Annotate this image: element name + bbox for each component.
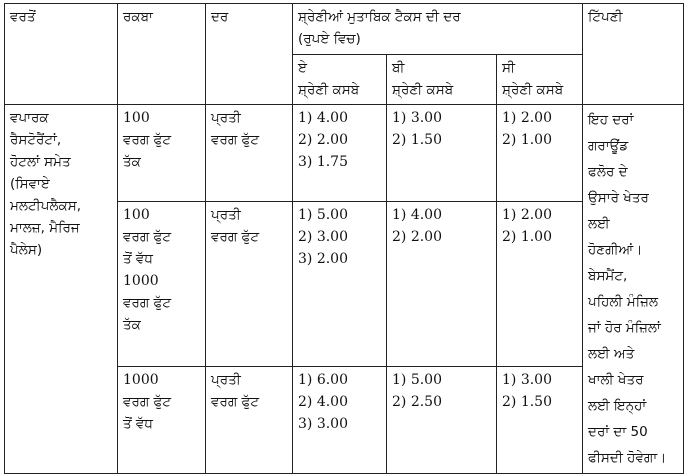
rate-value: 2) 1.50: [392, 132, 442, 148]
category-a-value-cell: [293, 105, 387, 202]
rate-value: 1) 3.00: [392, 110, 442, 126]
remark-line: ਉਸਾਰੇ ਖੇਤਰ: [588, 190, 649, 206]
area-line: 1000: [123, 272, 159, 289]
usage-line: (ਸਿਵਾਏ: [10, 176, 50, 192]
remark-line: ਲਈ: [588, 216, 610, 232]
category-letter: ਏ: [298, 60, 307, 76]
remark-line: ਪਹਿਲੀ ਮੰਜ਼ਿਲ: [588, 294, 658, 310]
area-line: ਤੱਕ: [123, 316, 141, 333]
remarks-cell: [583, 105, 684, 474]
rate-line: ਵਰਗ ਫੁੱਟ: [211, 228, 259, 245]
area-line: ਤੱਕ: [123, 154, 141, 170]
header-remarks: ਟਿੱਪਣੀ: [583, 4, 684, 105]
rate-value: 1) 6.00: [298, 372, 348, 389]
usage-line: ਮਲਟੀਪਲੈਕਸ,: [10, 198, 82, 214]
rate-line: ਪ੍ਰਤੀ: [211, 372, 241, 389]
usage-line: ਹੋਟਲਾਂ ਸਮੇਤ: [10, 154, 71, 170]
header-usage: ਵਰਤੋਂ: [5, 4, 118, 105]
category-label: ਸ਼੍ਰੇਣੀ ਕਸਬੇ: [298, 82, 360, 98]
rate-value: 1) 2.00: [502, 110, 552, 126]
rate-value: 3) 2.00: [298, 250, 348, 267]
rate-line: ਵਰਗ ਫੁੱਟ: [211, 394, 259, 411]
area-line: ਵਰਗ ਫੁੱਟ: [123, 394, 171, 411]
category-c-value-cell: [497, 105, 583, 202]
rate-value: 1) 5.00: [392, 372, 442, 389]
rate-line: ਪ੍ਰਤੀ: [211, 110, 241, 126]
category-c-value-cell: [497, 367, 583, 474]
rate-value: 3) 3.00: [298, 416, 348, 433]
area-cell: [118, 105, 206, 202]
usage-line: ਵਪਾਰਕ: [10, 110, 49, 126]
remark-line: ਫੀਸਦੀ ਹੋਵੇਗਾ।: [588, 450, 667, 466]
rate-line: ਵਰਗ ਫੁੱਟ: [211, 132, 259, 148]
rate-value: 1) 3.00: [502, 372, 552, 389]
area-line: ਤੋਂ ਵੱਧ: [123, 416, 153, 433]
remark-line: ਫਲੋਰ ਦੇ: [588, 164, 628, 180]
remark-line: ਲਈ ਅਤੇ: [588, 346, 635, 362]
header-category-rate-line: ਸ਼੍ਰੇਣੀਆਂ ਮੁਤਾਬਿਕ ਟੈਕਸ ਦੀ ਦਰ: [298, 9, 461, 25]
header-area: ਰਕਬਾ: [118, 4, 206, 105]
remark-line: ਖਾਲੀ ਖੇਤਰ: [588, 372, 644, 388]
rate-value: 1) 2.00: [502, 206, 552, 223]
rate-value: 1) 4.00: [298, 110, 348, 126]
category-a-header: [293, 55, 387, 105]
header-category-rate: [293, 4, 583, 55]
remark-line: ਹੋਣਗੀਆਂ।: [588, 242, 643, 258]
category-b-value-cell: [387, 201, 497, 367]
category-b-header: [387, 55, 497, 105]
header-category-rate-line: (ਰੁਪਏ ਵਿਚ): [298, 31, 361, 47]
rate-cell: [206, 367, 293, 474]
tax-rate-table: [4, 3, 684, 474]
rate-value: 3) 1.75: [298, 154, 348, 170]
remark-line: ਬੇਸਮੈਂਟ,: [588, 268, 628, 284]
area-line: 100: [123, 206, 150, 223]
category-label: ਸ਼੍ਰੇਣੀ ਕਸਬੇ: [502, 82, 564, 98]
area-line: 100: [123, 110, 150, 126]
usage-line: ਰੈਸਟੋਰੈਂਟਾਂ,: [10, 132, 62, 148]
remark-line: ਲਈ ਇਨ੍ਹਾਂ: [588, 398, 647, 414]
area-line: 1000: [123, 372, 159, 389]
category-c-value-cell: [497, 201, 583, 367]
category-b-value-cell: [387, 367, 497, 474]
remark-line: ਗਰਾਊਂਡ: [588, 138, 629, 154]
category-letter: ਸੀ: [502, 60, 516, 76]
category-label: ਸ਼੍ਰੇਣੀ ਕਸਬੇ: [392, 82, 454, 98]
rate-cell: [206, 105, 293, 202]
rate-line: ਪ੍ਰਤੀ: [211, 206, 241, 223]
rate-value: 2) 1.00: [502, 228, 552, 245]
rate-value: 2) 2.50: [392, 394, 442, 411]
rate-value: 2) 1.50: [502, 394, 552, 411]
area-cell: [118, 367, 206, 474]
category-a-value-cell: [293, 201, 387, 367]
usage-line: ਮਾਲਜ਼, ਮੈਰਿਜ: [10, 220, 80, 236]
rate-value: 2) 3.00: [298, 228, 348, 245]
category-letter: ਬੀ: [392, 60, 405, 76]
category-a-value-cell: [293, 367, 387, 474]
area-line: ਵਰਗ ਫੁੱਟ: [123, 228, 171, 245]
rate-cell: [206, 201, 293, 367]
area-line: ਵਰਗ ਫੁੱਟ: [123, 294, 171, 311]
category-c-header: [497, 55, 583, 105]
header-row: [5, 4, 684, 55]
usage-line: ਪੈਲੇਸ): [10, 242, 43, 258]
rate-value: 2) 2.00: [298, 132, 348, 148]
area-line: ਤੋਂ ਵੱਧ: [123, 250, 153, 267]
remark-line: ਇਹ ਦਰਾਂ: [588, 112, 634, 128]
rate-value: 2) 1.00: [502, 132, 552, 148]
usage-cell: [5, 105, 118, 474]
table-row: [5, 105, 684, 202]
area-cell: [118, 201, 206, 367]
rate-value: 1) 4.00: [392, 206, 442, 223]
area-line: ਵਰਗ ਫੁੱਟ: [123, 132, 171, 148]
rate-value: 2) 4.00: [298, 394, 348, 411]
rate-value: 2) 2.00: [392, 228, 442, 245]
remark-line: ਜਾਂ ਹੋਰ ਮੰਜ਼ਿਲਾਂ: [588, 320, 661, 336]
category-b-value-cell: [387, 105, 497, 202]
remark-line: ਦਰਾਂ ਦਾ 50: [588, 424, 648, 440]
header-rate: ਦਰ: [206, 4, 293, 105]
rate-value: 1) 5.00: [298, 206, 348, 223]
